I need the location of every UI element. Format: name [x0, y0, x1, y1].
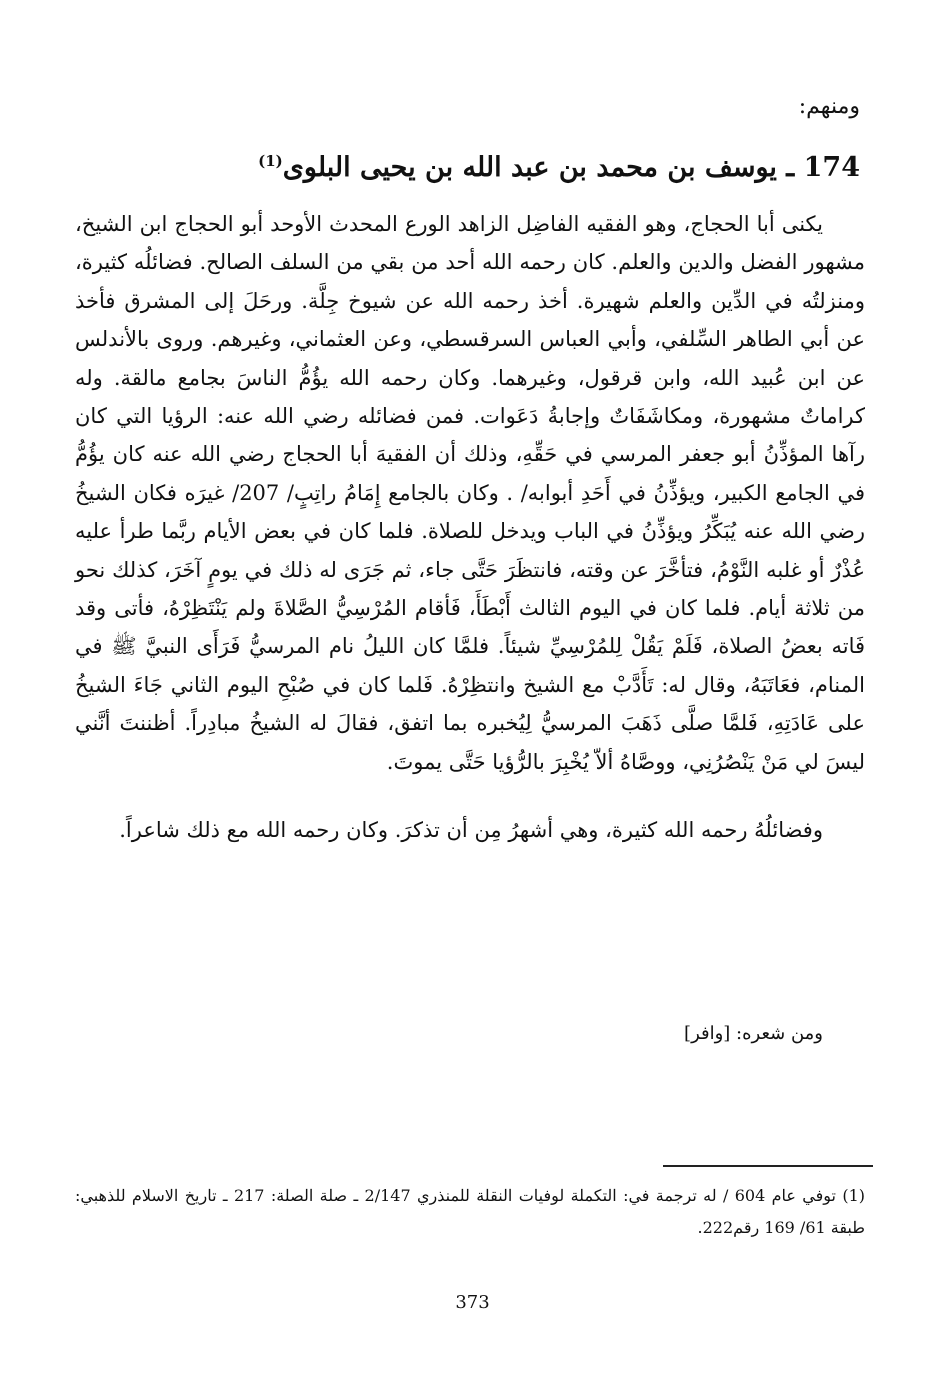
page-number: 373 — [455, 1292, 490, 1313]
footnote-text: (1) توفي عام 604 / له ترجمة في: التكملة لوفيات النقلة للمنذري 2/147 ـ صلة الصلة: 217 ـ تاريخ الاسلام للذهبي: طبقة 61/ 169 رقم222. — [75, 1186, 866, 1237]
footnote-marker: (1) — [258, 152, 283, 170]
body-paragraph-1: يكنى أبا الحجاج، وهو الفقيه الفاضِل الزاهد الورع المحدث الأوحد أبو الحجاج ابن الشيخ، مشهور الفضل والدين والعلم. كان رحمه الله أحد من بقي من السلف الصالح. فضائلُه كثيرة، ومنزلتُه في الدِّين والعلم شهيرة. أخذ رحمه الله عن شيوخ جِلَّة. ورحَلَ إلى المشرق فأخذ عن أبي الطاهر السِّلفي، وأبي العباس السرقسطي، وعن العثماني، وغيرهم. وروى بالأندلس عن ابن عُبيد الله، وابن قرقول، وغيرهما. وكان رحمه الله يؤُمُّ الناسَ بجامع مالقة. وله كراماتٌ مشهورة، ومكاشَفَاتٌ وإجابةُ دَعَوات. فمن فضائله رضي الله عنه: الرؤيا التي كان رآها المؤذِّنُ أبو جعفر المرسي في حَقِّهِ، وذلك أن الفقيهَ أبا الحجاج رضي الله عنه كان يؤُمُّ في الجامع الكبير، ويؤذِّنُ في أَحَدِ أبوابه/ . وكان بالجامع إِمَامُ راتِبٍ/ 207/ غيرَه فكان الشيخُ رضي الله عنه يُبَكِّرُ ويؤذِّنُ في الباب ويدخل للصلاة. فلما كان في بعض الأيام ربَّما طرأ عليه عُذْرٌ أو غلبه النَّوْمُ، فتأخَّرَ عن وقته، فانتظَرَ حَتَّى جاء، ثم جَرَى له ذلك في يومٍ آخَرَ، كذلك نحو من ثلاثة أيام. فلما كان في اليوم الثالث أَبْطَأَ، فَأقام المُرْسِيُّ الصَّلاةَ ولم يَنْتَظِرْهُ، فأتى وقد فَاته بعضُ الصلاة، فَلَمْ يَقُلْ لِلمُرْسِيِّ شيئاً. فلمَّا كان الليلُ نام المرسيُّ فَرَأَى النبيَّ ﷺ في المنام، فعَاتَبَهُ، وقال له: تَأَدَّبْ مع الشيخ وانتظِرْهُ. فَلما كان في صُبْحِ اليوم الثاني جَاءَ الشيخُ على عَادَتِهِ، فَلمَّا صلَّى ذَهَبَ المرسيُّ لِيُخبره بما اتفق، فقالَ له الشيخُ مبادِراً. أظننتَ أنَّني ليسَ لي مَنْ يَنْصُرُنِي، ووصَّاهُ ألاّ يُخْبِرَ بالرُّؤيا حَتَّى يموتَ. — [75, 212, 866, 774]
main-body — [75, 205, 865, 850]
intro-text: ومنهم: — [798, 94, 860, 119]
verse-note: ومن شعره: [وافر] — [684, 1023, 823, 1044]
footnote-divider — [663, 1165, 873, 1167]
biography-heading — [90, 142, 860, 187]
heading-text: 174 ـ يوسف بن محمد بن عبد الله بن يحيى البلوى — [282, 152, 860, 183]
body-paragraph-2: وفضائلُهُ رحمه الله كثيرة، وهي أشهرُ مِن أن تذكرَ. وكان رحمه الله مع ذلك شاعراً. — [119, 818, 823, 843]
